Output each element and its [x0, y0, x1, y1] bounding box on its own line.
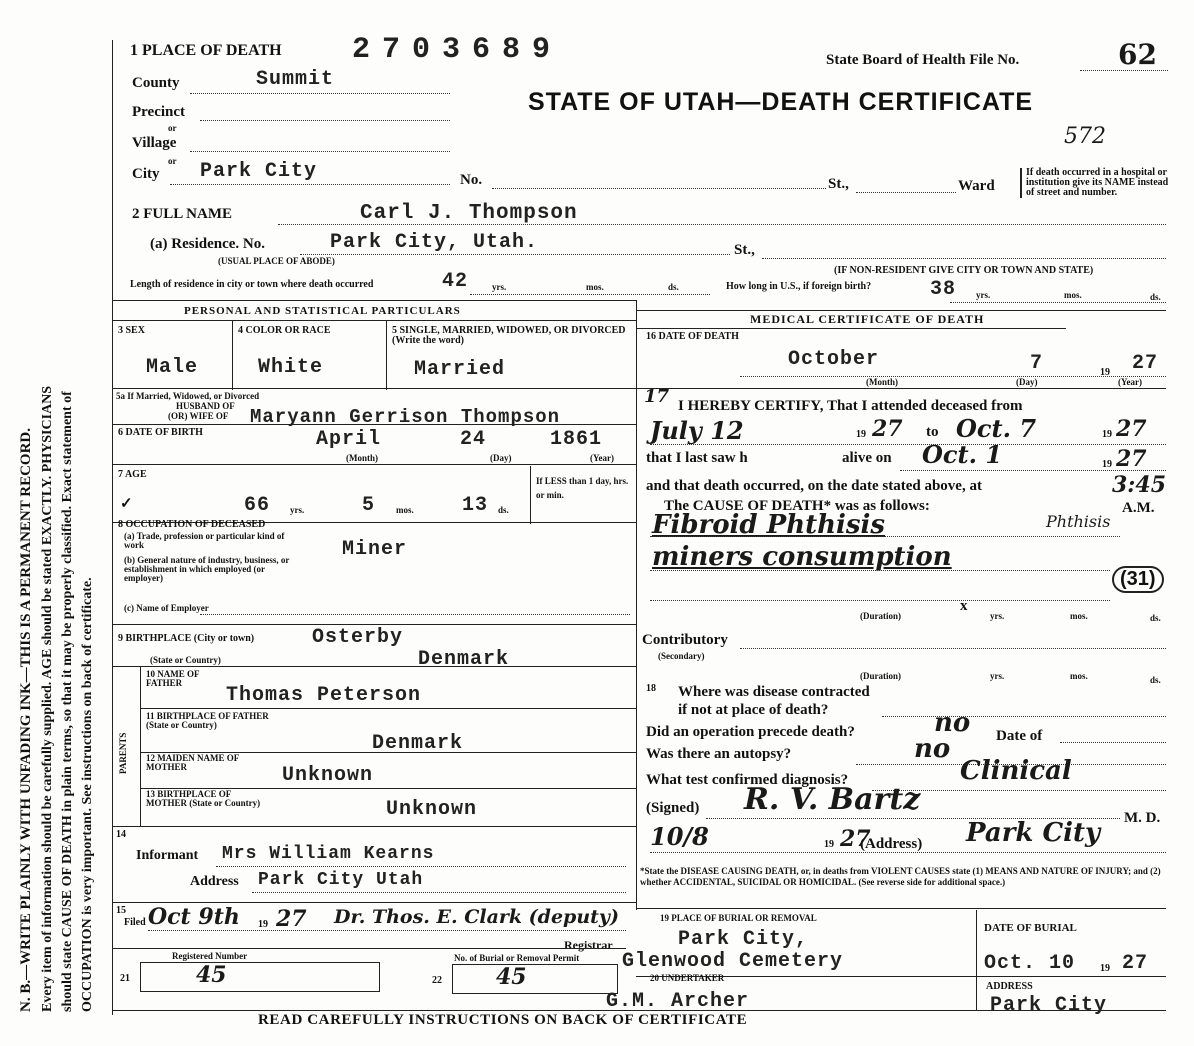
spouse-value: Maryann Gerrison Thompson	[250, 406, 561, 428]
death-year: 27	[1132, 352, 1159, 375]
burial-divider	[976, 910, 977, 1010]
age-mos-label: mos.	[396, 505, 414, 515]
signed-year: 27	[840, 826, 871, 852]
burial-place-2: Glenwood Cemetery	[622, 950, 844, 973]
residence-st-line	[762, 258, 1166, 259]
burial-date: Oct. 10	[984, 952, 1076, 975]
burial-place-label: 19 PLACE OF BURIAL OR REMOVAL	[660, 913, 817, 923]
color-label: 4 COLOR OR RACE	[238, 325, 331, 336]
village-line	[190, 151, 450, 152]
duration-ds-2: ds.	[1150, 675, 1161, 685]
contracted-no: 18	[646, 683, 656, 694]
side-note-3: should state CAUSE OF DEATH in plain terms, so that it may be properly classified. Exact statement of	[60, 391, 75, 1012]
city-value: Park City	[200, 160, 318, 183]
birthplace-city: Osterby	[312, 626, 404, 649]
informant-label: Informant	[136, 848, 199, 863]
row-rule-6	[112, 666, 636, 667]
informant-line	[216, 866, 626, 867]
death-month: October	[788, 348, 880, 371]
dob-label: 6 DATE OF BIRTH	[118, 427, 203, 438]
certify-no: 17	[644, 386, 670, 407]
medical-title-rule	[636, 328, 1066, 329]
burial-year-prefix: 19	[1100, 963, 1110, 974]
occupation-c-label: (c) Name of Employer	[124, 603, 209, 613]
registrar-label: Registrar	[564, 938, 613, 952]
informant-address-value: Park City Utah	[258, 870, 424, 890]
residence-st-label: St.,	[734, 242, 755, 258]
street-no-line	[492, 188, 826, 189]
hospital-note: If death occurred in a hospital or institution give its NAME instead of street and number.	[1020, 168, 1174, 198]
marital-value: Married	[414, 358, 506, 381]
burial-place-1: Park City,	[678, 928, 809, 951]
or-2: or	[168, 156, 177, 166]
occupation-b-label: (b) General nature of industry, business, or establishment in which employed (or employer)	[124, 555, 290, 583]
dob-day-caption: (Day)	[490, 453, 512, 463]
operation-label: Did an operation precede death?	[646, 724, 855, 740]
if-less-label: If LESS than 1 day, hrs. or min.	[536, 476, 629, 500]
last-saw-line	[900, 470, 1166, 471]
length-of-residence-label: Length of residence in city or town where death occurred	[130, 279, 374, 290]
row-rule-3	[112, 464, 636, 465]
place-of-death-label: 1 PLACE OF DEATH	[130, 42, 282, 59]
personal-top-rule	[112, 300, 636, 301]
footer-instructions: READ CAREFULLY INSTRUCTIONS ON BACK OF CERTIFICATE	[258, 1012, 748, 1028]
undertaker-label: 20 UNDERTAKER	[650, 973, 725, 983]
filed-line	[148, 930, 626, 931]
undertaker-address: Park City	[990, 994, 1108, 1017]
last-saw-year: 27	[1116, 446, 1147, 472]
signed-date-line	[650, 852, 1166, 853]
birthplace-country: Denmark	[418, 648, 510, 671]
side-note-1: N. B.—WRITE PLAINLY WITH UNFADING INK—THIS IS A PERMANENT RECORD.	[18, 428, 34, 1012]
cause-line-1-note: Phthisis	[1046, 512, 1111, 531]
row-rule-5	[112, 624, 636, 625]
operation-value: no	[934, 708, 971, 738]
burial-permit-value: 45	[496, 964, 527, 990]
side-note-2: Every item of information should be carefully supplied. AGE should be stated EXACTLY. PHYSICIANS	[40, 385, 55, 1012]
am-label: A.M.	[1122, 500, 1155, 516]
duration-label-2: (Duration)	[860, 671, 901, 681]
informant-address-label: Address	[190, 874, 239, 889]
residence-label: (a) Residence. No.	[150, 236, 265, 252]
last-saw-text: that I last saw h	[646, 450, 748, 466]
mother-birth-label: 13 BIRTHPLACE OF MOTHER (State or Country)	[146, 789, 261, 808]
dob-month: April	[316, 428, 382, 451]
age-years: 66	[244, 494, 271, 517]
informant-no: 14	[116, 829, 126, 840]
filed-no: 15	[116, 905, 126, 916]
cause-label: The CAUSE OF DEATH* was as follows:	[664, 498, 930, 514]
death-day-caption: (Day)	[1016, 377, 1038, 387]
us-ds-label: ds.	[1150, 292, 1161, 302]
age-yrs-label: yrs.	[290, 505, 305, 515]
filed-date: Oct 9th	[148, 904, 240, 930]
row-rule-2	[112, 424, 636, 425]
length-line	[470, 294, 710, 295]
street-line	[856, 192, 956, 193]
state-country-label: (State or Country)	[150, 655, 221, 665]
dob-day: 24	[460, 428, 487, 451]
informant-value: Mrs William Kearns	[222, 844, 435, 864]
registered-value: 45	[196, 962, 227, 988]
length-mos-label: mos.	[586, 282, 604, 292]
contracted-label-1: Where was disease contracted	[678, 684, 870, 700]
residence-line	[300, 254, 730, 255]
non-resident-note: (IF NON-RESIDENT GIVE CITY OR TOWN AND STATE)	[834, 265, 1094, 276]
registered-box	[140, 962, 380, 992]
signed-address: Park City	[966, 818, 1101, 848]
death-time-text: and that death occurred, on the date stated above, at	[646, 478, 982, 494]
us-mos-label: mos.	[1064, 290, 1082, 300]
stamp-number: 2703689	[352, 33, 563, 67]
full-name-label: 2 FULL NAME	[132, 206, 233, 222]
operation-date-line	[1060, 742, 1166, 743]
contributory-line	[740, 648, 1166, 649]
birthplace-label: 9 BIRTHPLACE (City or town)	[118, 633, 255, 644]
row-rule-12	[112, 948, 626, 949]
address-line	[252, 892, 626, 893]
street-no-label: No.	[460, 172, 483, 188]
duration-mos-1: mos.	[1070, 611, 1088, 621]
autopsy-label: Was there an autopsy?	[646, 746, 792, 762]
ward-label: Ward	[958, 178, 995, 194]
date-of-label: Date of	[996, 728, 1043, 744]
us-years-line	[950, 302, 1166, 303]
cause-line-1: Fibroid Phthisis	[652, 510, 886, 540]
color-divider	[386, 320, 387, 390]
duration-yrs-1: yrs.	[990, 611, 1005, 621]
personal-title-rule	[112, 320, 636, 321]
filed-year-prefix: 19	[258, 919, 268, 930]
duration-x: x	[960, 598, 968, 614]
side-note-4: OCCUPATION is very important. See instructions on back of certificate.	[80, 577, 95, 1012]
spouse-label-1: 5a If Married, Widowed, or Divorced	[116, 391, 260, 401]
attended-line	[650, 444, 1166, 445]
spouse-label-2: HUSBAND OF	[176, 401, 235, 411]
row-rule-10	[112, 826, 636, 827]
county-label: County	[132, 75, 180, 91]
contracted-label-2: if not at place of death?	[678, 702, 829, 718]
last-saw-date: Oct. 1	[922, 440, 1003, 469]
duration-mos-2: mos.	[1070, 671, 1088, 681]
parents-divider	[140, 666, 141, 826]
death-month-caption: (Month)	[866, 377, 898, 387]
age-ds-label: ds.	[498, 505, 509, 515]
mother-value: Unknown	[282, 764, 374, 787]
county-line	[190, 93, 450, 94]
medical-rule-2	[636, 908, 1166, 909]
cause-line-rule-2	[650, 570, 1110, 571]
test-label: What test confirmed diagnosis?	[646, 772, 849, 788]
dob-year-caption: (Year)	[590, 453, 614, 463]
residence-sub: (USUAL PLACE OF ABODE)	[218, 256, 335, 266]
marital-label: 5 SINGLE, MARRIED, WIDOWED, OR DIVORCED (Write the word)	[392, 325, 626, 346]
burial-year: 27	[1122, 952, 1149, 975]
attended-to-year: 27	[1116, 416, 1147, 442]
father-birth-label: 11 BIRTHPLACE OF FATHER (State or Country)	[146, 711, 269, 730]
margin-number: 572	[1064, 124, 1106, 149]
duration-label-1: (Duration)	[860, 611, 901, 621]
age-days: 13	[462, 494, 489, 517]
age-months: 5	[362, 494, 376, 517]
employer-line	[200, 614, 630, 615]
parents-label: PARENTS	[118, 732, 128, 774]
attended-to-year-prefix: 19	[1102, 429, 1112, 440]
md-label: M. D.	[1124, 810, 1161, 826]
sex-divider	[232, 320, 233, 390]
signed-date: 10/8	[650, 822, 709, 851]
row-rule-1	[112, 388, 636, 389]
contributory-label: Contributory	[642, 632, 728, 648]
father-label: 10 NAME OF FATHER	[146, 669, 200, 688]
registered-label: Registered Number	[172, 951, 248, 961]
cause-code: (31)	[1112, 566, 1164, 593]
occupation-label: 8 OCCUPATION OF DECEASED	[118, 519, 266, 530]
contracted-line	[882, 716, 1166, 717]
residence-value: Park City, Utah.	[330, 231, 539, 254]
attended-from-year: 27	[872, 416, 903, 442]
occupation-a-label: (a) Trade, profession or particular kind of work	[124, 531, 285, 550]
autopsy-value: no	[914, 734, 951, 764]
last-saw-year-prefix: 19	[1102, 459, 1112, 470]
duration-yrs-2: yrs.	[990, 671, 1005, 681]
us-yrs-label: yrs.	[976, 290, 991, 300]
certify-text: I HEREBY CERTIFY, That I attended deceased from	[678, 398, 1023, 414]
bottom-rule	[112, 1010, 1166, 1011]
center-divider	[636, 300, 637, 910]
filed-signature: Dr. Thos. E. Clark (deputy)	[334, 906, 619, 928]
full-name-value: Carl J. Thompson	[360, 202, 578, 225]
attended-to: Oct. 7	[956, 414, 1037, 443]
mother-birth-value: Unknown	[386, 798, 478, 821]
row-rule-7	[140, 708, 636, 709]
cause-footnote: *State the DISEASE CAUSING DEATH, or, in deaths from VIOLENT CAUSES state (1) MEANS AND NATURE OF INJURY; and (2) whether ACCIDENTAL, SUICIDAL OR HOMICIDAL. (See reverse side for additional space.)	[640, 866, 1161, 887]
duration-ds-1: ds.	[1150, 613, 1161, 623]
precinct-label: Precinct	[132, 104, 186, 120]
length-ds-label: ds.	[668, 282, 679, 292]
medical-top-rule	[636, 310, 1166, 311]
burial-permit-prefix: 22	[432, 975, 442, 986]
alive-on-label: alive on	[842, 450, 892, 466]
street-label: St.,	[828, 176, 849, 192]
age-label: 7 AGE	[118, 469, 147, 480]
date-of-death-label: 16 DATE OF DEATH	[646, 331, 739, 342]
dob-year: 1861	[550, 428, 603, 451]
death-day: 7	[1030, 352, 1044, 375]
length-yrs-label: yrs.	[492, 282, 507, 292]
village-label: Village	[132, 135, 177, 151]
mother-label: 12 MAIDEN NAME OF MOTHER	[146, 753, 239, 772]
cause-line-rule-3	[650, 600, 1110, 601]
county-value: Summit	[256, 68, 335, 91]
color-value: White	[258, 356, 324, 379]
medical-rule-1	[636, 388, 1166, 389]
signed-label: (Signed)	[646, 800, 700, 816]
sex-label: 3 SEX	[118, 325, 145, 336]
frame-left-rule	[112, 40, 113, 1015]
undertaker-address-label: ADDRESS	[986, 981, 1033, 992]
sex-value: Male	[146, 356, 199, 379]
attended-from-year-prefix: 19	[856, 429, 866, 440]
cause-line-rule-1	[650, 536, 1120, 537]
how-long-in-us-label: How long in U.S., if foreign birth?	[726, 281, 872, 292]
personal-section-title: PERSONAL AND STATISTICAL PARTICULARS	[184, 305, 461, 317]
physician-signature: R. V. Bartz	[744, 782, 921, 817]
age-divider	[530, 466, 531, 524]
length-of-residence-years: 42	[442, 270, 469, 293]
or-1: or	[168, 123, 177, 133]
signed-address-label: (Address)	[860, 836, 923, 852]
filed-label: Filed	[124, 917, 146, 928]
test-value: Clinical	[960, 756, 1072, 786]
burial-date-label: DATE OF BURIAL	[984, 922, 1077, 934]
death-time: 3:45	[1112, 472, 1167, 498]
to-label: to	[926, 424, 939, 440]
years-in-us-value: 38	[930, 278, 957, 301]
undertaker-value: G.M. Archer	[606, 990, 750, 1013]
burial-permit-box	[452, 964, 618, 994]
row-rule-11	[112, 902, 636, 903]
father-birth-value: Denmark	[372, 732, 464, 755]
age-check: ✓	[120, 496, 133, 512]
cause-line-2: miners consumption	[652, 542, 952, 572]
burial-permit-label: No. of Burial or Removal Permit	[454, 953, 580, 963]
death-year-caption: (Year)	[1118, 377, 1142, 387]
file-no-label: State Board of Health File No.	[826, 52, 1020, 68]
death-date-line	[740, 376, 1166, 377]
occupation-value: Miner	[342, 538, 408, 561]
death-year-prefix: 19	[1100, 367, 1110, 378]
city-label: City	[132, 166, 160, 182]
filed-year: 27	[276, 906, 307, 932]
medical-section-title: MEDICAL CERTIFICATE OF DEATH	[750, 312, 985, 326]
signed-year-prefix: 19	[824, 839, 834, 850]
attended-from: July 12	[650, 416, 744, 445]
spouse-label-3: (OR) WIFE OF	[168, 411, 229, 421]
registered-prefix: 21	[120, 973, 130, 984]
file-no-value: 62	[1118, 38, 1157, 71]
city-line	[170, 184, 450, 185]
precinct-line	[200, 120, 450, 121]
father-value: Thomas Peterson	[226, 684, 422, 707]
dob-month-caption: (Month)	[346, 453, 378, 463]
certificate-title: STATE OF UTAH—DEATH CERTIFICATE	[528, 88, 1034, 116]
secondary-label: (Secondary)	[658, 651, 705, 661]
